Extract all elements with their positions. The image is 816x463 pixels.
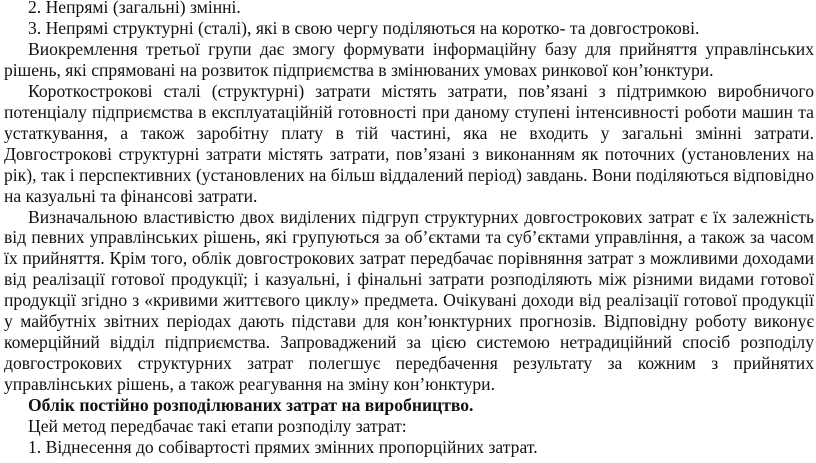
paragraph-defining-property: Визначальною властивістю двох виділених підгруп структурних довгострокових затрат є їх залежність від певних управлінських рішень, які групуються за об’єктами та суб’єктами управління, а також за часом їх прийняття. Крім того, облік довгострокових затрат передбачає порівняння затрат з можливими доходами від реалізації готової продукції; і казуальні, і фінальні затрати розподіляють між різними видами готової продукції згідно з «кривими життєвого циклу» предмета. Очікувані доходи від реалізації готової продукції у майбутніх звітних періодах дають підстави для кон’юнктурних прогнозів. Відповідну роботу виконує комерційний відділ підприємства. Запроваджений за цією системою нетрадиційний спосіб розподілу довгострокових структурних затрат полегшує передбачення результату за кожним з прийнятих управлінських рішень, а також реагування на зміну кон’юнктури. <box>4 206 814 395</box>
paragraph-third-group: Виокремлення третьої групи дає змогу формувати інформаційну базу для прийняття управлінських рішень, які спрямовані на розвиток підприємства в змінюваних умовах ринкової кон’юнктури. <box>4 38 814 80</box>
paragraph-stage-1: 1. Віднесення до собівартості прямих змінних пропорційних затрат. <box>28 437 538 458</box>
paragraph-item-2: 2. Непрямі (загальні) змінні. <box>28 0 241 17</box>
section-heading: Облік постійно розподілюваних затрат на виробництво. <box>28 395 474 416</box>
paragraph-short-term-costs: Короткострокові сталі (структурні) затрати містять затрати, пов’язані з підтримкою виробничого потенціалу підприємства в експлуатаційній готовності при даному ступені інтенсивності роботи машин та устаткування, а також заробітну плату в тій частині, яка не входить у загальні змінні затрати. Довгострокові структурні затрати містять затрати, пов’язані з виконанням як поточних (установлених на рік), так і перспективних (установлених на більш віддалений період) завдань. Вони поділяються відповідно на казуальні та фінансові затрати. <box>4 80 814 206</box>
document-page <box>4 0 814 458</box>
paragraph-item-3: 3. Непрямі структурні (сталі), які в свою чергу поділяються на коротко- та довгострокові. <box>28 17 700 38</box>
paragraph-method-intro: Цей метод передбачає такі етапи розподілу затрат: <box>28 416 407 437</box>
